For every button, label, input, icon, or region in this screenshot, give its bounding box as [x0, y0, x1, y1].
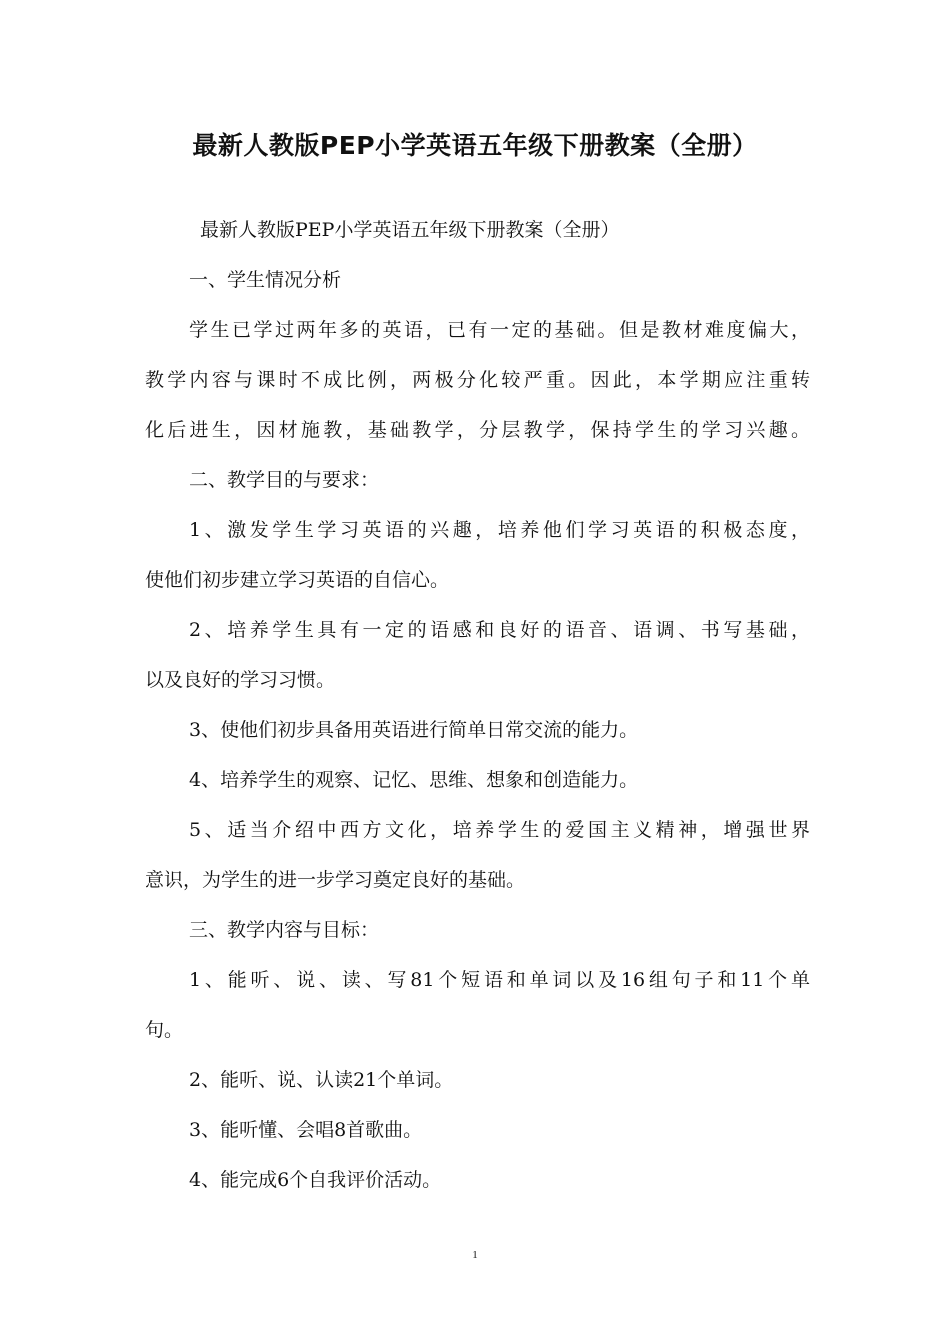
list-item-line: 3、使他们初步具备用英语进行简单日常交流的能力。	[189, 719, 639, 741]
list-item-line: 句。	[145, 1019, 184, 1041]
paragraph-line: 教学内容与课时不成比例，两极分化较严重。因此，本学期应注重转	[145, 369, 810, 391]
list-item-line: 1、激发学生学习英语的兴趣，培养他们学习英语的积极态度，	[189, 519, 810, 541]
document-body	[145, 205, 810, 1205]
document-subtitle: 最新人教版PEP小学英语五年级下册教案（全册）	[200, 219, 620, 241]
list-item-line: 使他们初步建立学习英语的自信心。	[145, 569, 450, 591]
section-heading: 一、学生情况分析	[189, 269, 342, 291]
list-item-line: 4、培养学生的观察、记忆、思维、想象和创造能力。	[189, 769, 639, 791]
list-item-line: 3、能听懂、会唱8首歌曲。	[189, 1119, 423, 1141]
list-item-line: 1、能听、说、读、写81个短语和单词以及16组句子和11个单	[189, 969, 810, 991]
list-item-line: 意识，为学生的进一步学习奠定良好的基础。	[145, 869, 526, 891]
list-item-line: 2、培养学生具有一定的语感和良好的语音、语调、书写基础，	[189, 619, 810, 641]
paragraph-line: 化后进生，因材施教，基础教学，分层教学，保持学生的学习兴趣。	[145, 419, 810, 441]
document-title: 最新人教版PEP小学英语五年级下册教案（全册）	[192, 131, 758, 160]
list-item-line: 5、适当介绍中西方文化，培养学生的爱国主义精神，增强世界	[189, 819, 810, 841]
section-heading: 二、教学目的与要求：	[189, 469, 380, 491]
list-item-line: 2、能听、说、认读21个单词。	[189, 1069, 454, 1091]
section-heading: 三、教学内容与目标：	[189, 919, 380, 941]
page-number: 1	[472, 1249, 478, 1261]
list-item-line: 以及良好的学习习惯。	[145, 669, 336, 691]
list-item-line: 4、能完成6个自我评价活动。	[189, 1169, 442, 1191]
paragraph-line: 学生已学过两年多的英语，已有一定的基础。但是教材难度偏大，	[189, 319, 810, 341]
